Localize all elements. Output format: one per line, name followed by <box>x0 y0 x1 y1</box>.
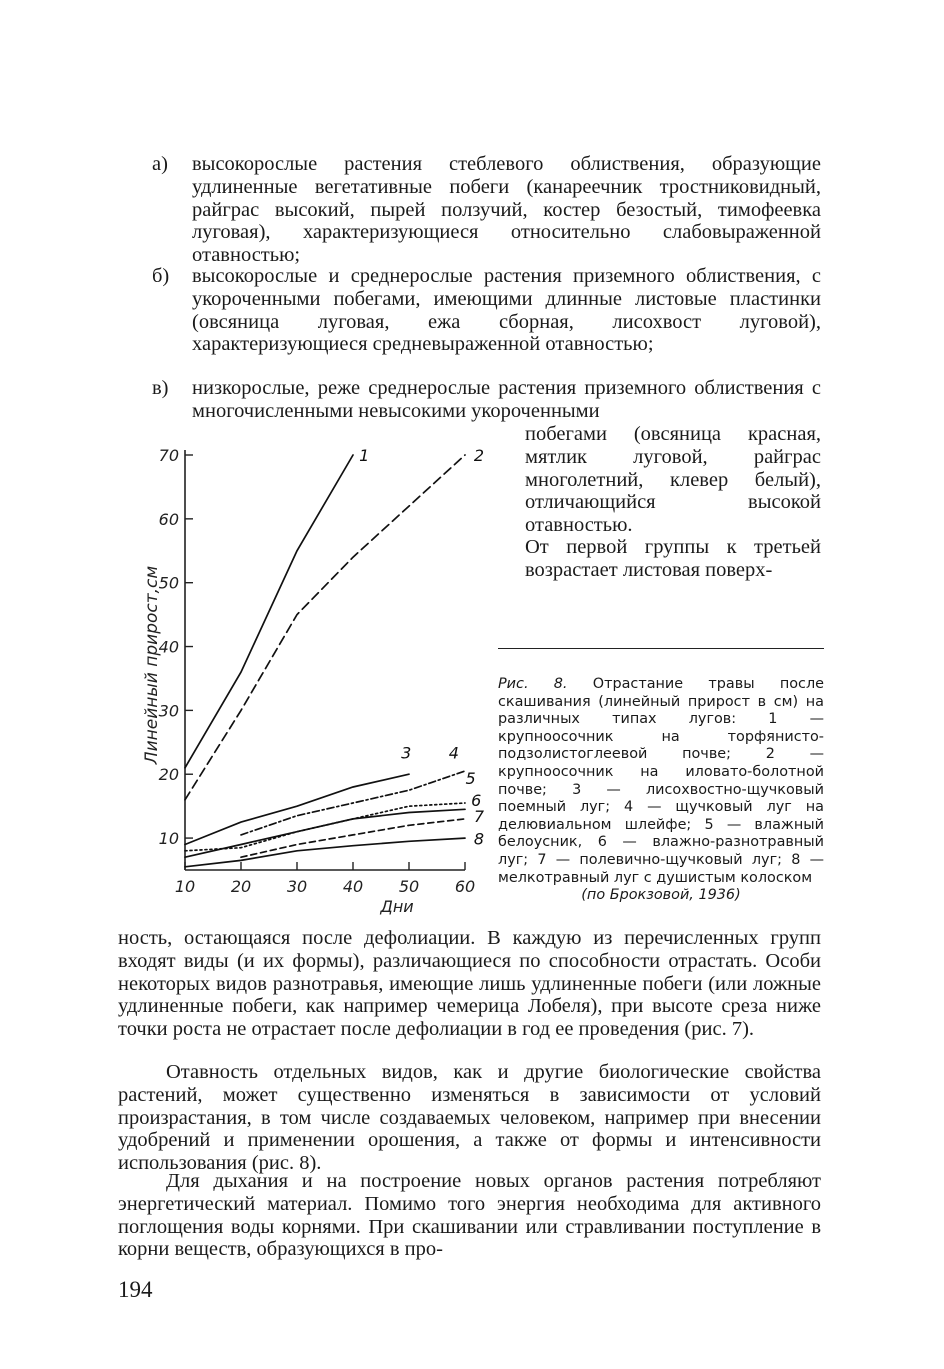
wrap-text: побегами (овсяница красная, мятлик луговой, райграс многолетний, клевер белый), отличающийся высокой отавностью. <box>525 423 821 537</box>
page-number: 194 <box>118 1277 153 1302</box>
list-marker: б) <box>152 265 170 287</box>
x-tick-label: 50 <box>398 877 420 896</box>
y-tick-label: 60 <box>158 509 179 529</box>
series-label-4: 4 <box>448 743 459 763</box>
series-label-8: 8 <box>473 829 485 849</box>
paragraph-2: Отавность отдельных видов, как и другие биологические свойства растений, может существенно изменяться в зависимости от условий произрастания, в том числе создаваемых человеком, например при внесении удобрений и применении орошения, а также от формы и интенсивности использования (рис. 8). <box>118 1061 821 1175</box>
list-item-c <box>152 377 821 423</box>
y-tick-label: 70 <box>158 446 179 465</box>
paragraph-3: Для дыхания и на построение новых органов растения потребляют энергетический материал. Помимо того энергия необходима для активного поглощения воды корнями. При скашивании или стравливании поступление в корни веществ, образующихся в про- <box>118 1170 821 1261</box>
series-line-6 <box>185 809 465 857</box>
x-tick-label: 20 <box>230 877 252 896</box>
y-tick-label: 50 <box>158 573 179 593</box>
x-tick-label: 40 <box>342 877 364 896</box>
para-continued-start: От первой группы к третьей возрастает листовая поверх- <box>525 536 821 581</box>
figure-source: (по Брокзовой, 1936) <box>581 887 741 904</box>
growth-chart <box>135 425 495 945</box>
list-text: высокорослые растения стеблевого облиствения, образующие удлиненные вегетативные побеги (канареечник тростниковидный, райграс высокий, пырей ползучий, костер безостый, тимофеевка луговая), характеризующиеся относительно слабовыраженной отавностью; <box>192 153 821 267</box>
figure-caption <box>498 676 824 905</box>
list-marker: а) <box>152 153 168 175</box>
y-tick-label: 10 <box>158 829 179 849</box>
series-line-1 <box>185 455 353 768</box>
x-tick-label: 30 <box>286 877 308 896</box>
list-text: высокорослые и среднерослые растения приземного облиствения, с укороченными побегами, имеющими длинные листовые пластинки (овсяница луговая, ежа сборная, лисохвост луговой), характеризующиеся средневыраженной отавностью; <box>192 265 821 356</box>
y-tick-label: 20 <box>158 765 179 785</box>
x-tick-label: 60 <box>454 877 476 896</box>
series-label-2: 2 <box>473 446 485 465</box>
series-label-1: 1 <box>359 446 370 465</box>
list-item-b <box>152 265 821 356</box>
figure-label: Рис. 8. <box>498 676 568 692</box>
x-axis-label: Дни <box>380 897 414 916</box>
list-marker: в) <box>152 377 169 399</box>
y-axis-label: Линейный прирост,см <box>142 565 162 765</box>
list-item-a <box>152 153 821 267</box>
list-text: низкорослые, реже среднерослые растения приземного облиствения с многочисленными невысокими укороченными <box>192 377 821 422</box>
x-tick-label: 10 <box>174 877 196 896</box>
series-label-3: 3 <box>401 743 412 763</box>
series-label-6: 6 <box>471 791 482 811</box>
series-line-4 <box>241 771 465 835</box>
series-label-5: 5 <box>465 768 476 788</box>
paragraph-continued: ность, остающаяся после дефолиации. В каждую из перечисленных групп входят виды (и их формы), различающиеся по способности отрастать. Особи некоторых видов разнотравья, имеющие лишь удлиненные побеги (или ложные удлиненные побеги, как например чемерица Лобеля), при высоте среза ниже точки роста не отрастает после дефолиации в год ее проведения (рис. 7). <box>118 927 821 1041</box>
y-tick-label: 30 <box>158 701 179 721</box>
caption-rule <box>498 648 824 649</box>
y-tick-label: 40 <box>158 637 179 657</box>
series-line-2 <box>185 455 465 800</box>
figure-caption-text: Отрастание травы после скашивания (линейный прирост в см) на различных типах лугов: 1 — крупноосочник на торфянисто-подзолистоглеевой почве; 2 — крупноосочник на иловато-болотной почве; 3 — лисохвостно-щучковый поемный луг; 4 — щучковый луг на делювиальном шлейфе; 5 — влажный белоусник, 6 — влажно-разнотравный луг; 7 — полевично-щучковый луг; 8 — мелкотравный луг с душистым колоском <box>498 676 824 886</box>
series-line-3 <box>185 774 409 844</box>
series-label-7: 7 <box>473 807 485 827</box>
series-line-8 <box>185 838 465 867</box>
